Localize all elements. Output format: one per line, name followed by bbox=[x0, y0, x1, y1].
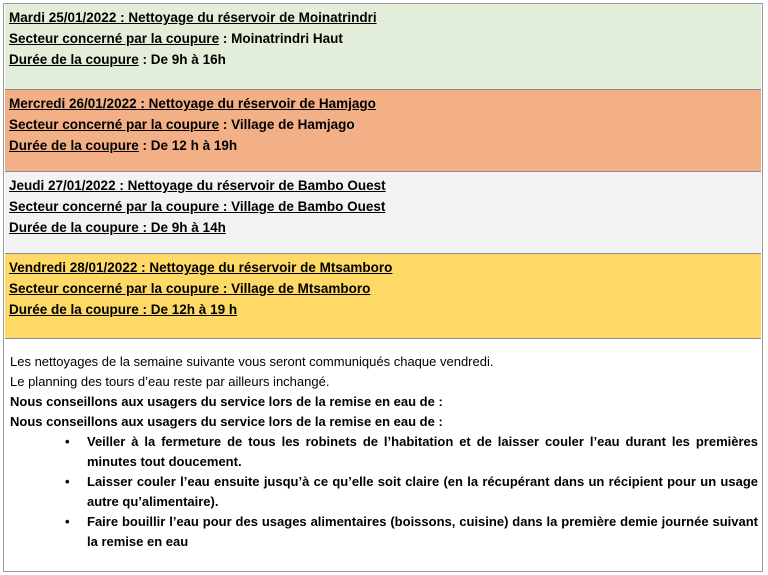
duration-label: Durée de la coupure bbox=[9, 138, 139, 153]
duration-value: : De 9h à 16h bbox=[138, 52, 226, 67]
advice-list bbox=[10, 432, 758, 552]
duration-label: Durée de la coupure : De 12h à 19 h bbox=[9, 302, 238, 317]
notes-line-planning: Le planning des tours d’eau reste par ailleurs inchangé. bbox=[10, 374, 330, 389]
schedule-sector bbox=[9, 279, 761, 300]
schedule-block-wednesday bbox=[5, 90, 761, 172]
advice-item bbox=[10, 432, 758, 472]
schedule-sector bbox=[9, 197, 761, 218]
duration-label: Durée de la coupure : De 9h à 14h bbox=[9, 220, 226, 235]
duration-label: Durée de la coupure bbox=[9, 52, 139, 67]
schedule-sector bbox=[9, 115, 761, 136]
schedule-duration bbox=[9, 50, 761, 71]
advice-heading: Nous conseillons aux usagers du service lors de la remise en eau de : bbox=[10, 394, 443, 409]
schedule-duration bbox=[9, 136, 761, 157]
schedule-day-title: Mercredi 26/01/2022 : Nettoyage du réservoir de Hamjago bbox=[9, 96, 376, 111]
sector-label: Secteur concerné par la coupure : Village de Bambo Ouest bbox=[9, 199, 386, 214]
advice-text: Laisser couler l’eau ensuite jusqu’à ce qu’elle soit claire (en la récupérant dans un récipient pour un usage autre qu’alimentaire). bbox=[87, 474, 758, 509]
notes-line-communication: Les nettoyages de la semaine suivante vous seront communiqués chaque vendredi. bbox=[10, 354, 494, 369]
sector-value: : Village de Hamjago bbox=[219, 117, 355, 132]
advice-text: Faire bouillir l’eau pour des usages alimentaires (boissons, cuisine) dans la première demie journée suivant la remise en eau bbox=[87, 514, 758, 549]
schedule-block-tuesday bbox=[5, 4, 761, 90]
schedule-day-title: Jeudi 27/01/2022 : Nettoyage du réservoir de Bambo Ouest bbox=[9, 178, 386, 193]
schedule-duration bbox=[9, 218, 761, 239]
sector-value: : Moinatrindri Haut bbox=[219, 31, 343, 46]
bullet-icon: • bbox=[65, 514, 70, 529]
duration-value: : De 12 h à 19h bbox=[138, 138, 238, 153]
sector-label: Secteur concerné par la coupure bbox=[9, 31, 220, 46]
bullet-icon: • bbox=[65, 434, 70, 449]
schedule-sector bbox=[9, 29, 761, 50]
sector-label: Secteur concerné par la coupure : Village de Mtsamboro bbox=[9, 281, 371, 296]
schedule-block-friday bbox=[5, 254, 761, 339]
sector-label: Secteur concerné par la coupure bbox=[9, 117, 220, 132]
schedule-duration bbox=[9, 300, 761, 321]
advice-item bbox=[10, 512, 758, 552]
notes-section bbox=[10, 352, 758, 552]
advice-text: Veiller à la fermeture de tous les robinets de l’habitation et de laisser couler l’eau durant les premières minutes tout doucement. bbox=[87, 434, 758, 469]
schedule-block-thursday bbox=[5, 172, 761, 254]
advice-heading-repeat: Nous conseillons aux usagers du service lors de la remise en eau de : bbox=[10, 414, 443, 429]
schedule-day-title: Vendredi 28/01/2022 : Nettoyage du réservoir de Mtsamboro bbox=[9, 260, 393, 275]
announcement-frame bbox=[3, 3, 763, 572]
advice-item bbox=[10, 472, 758, 512]
bullet-icon: • bbox=[65, 474, 70, 489]
schedule-day-title: Mardi 25/01/2022 : Nettoyage du réservoir de Moinatrindri bbox=[9, 10, 377, 25]
